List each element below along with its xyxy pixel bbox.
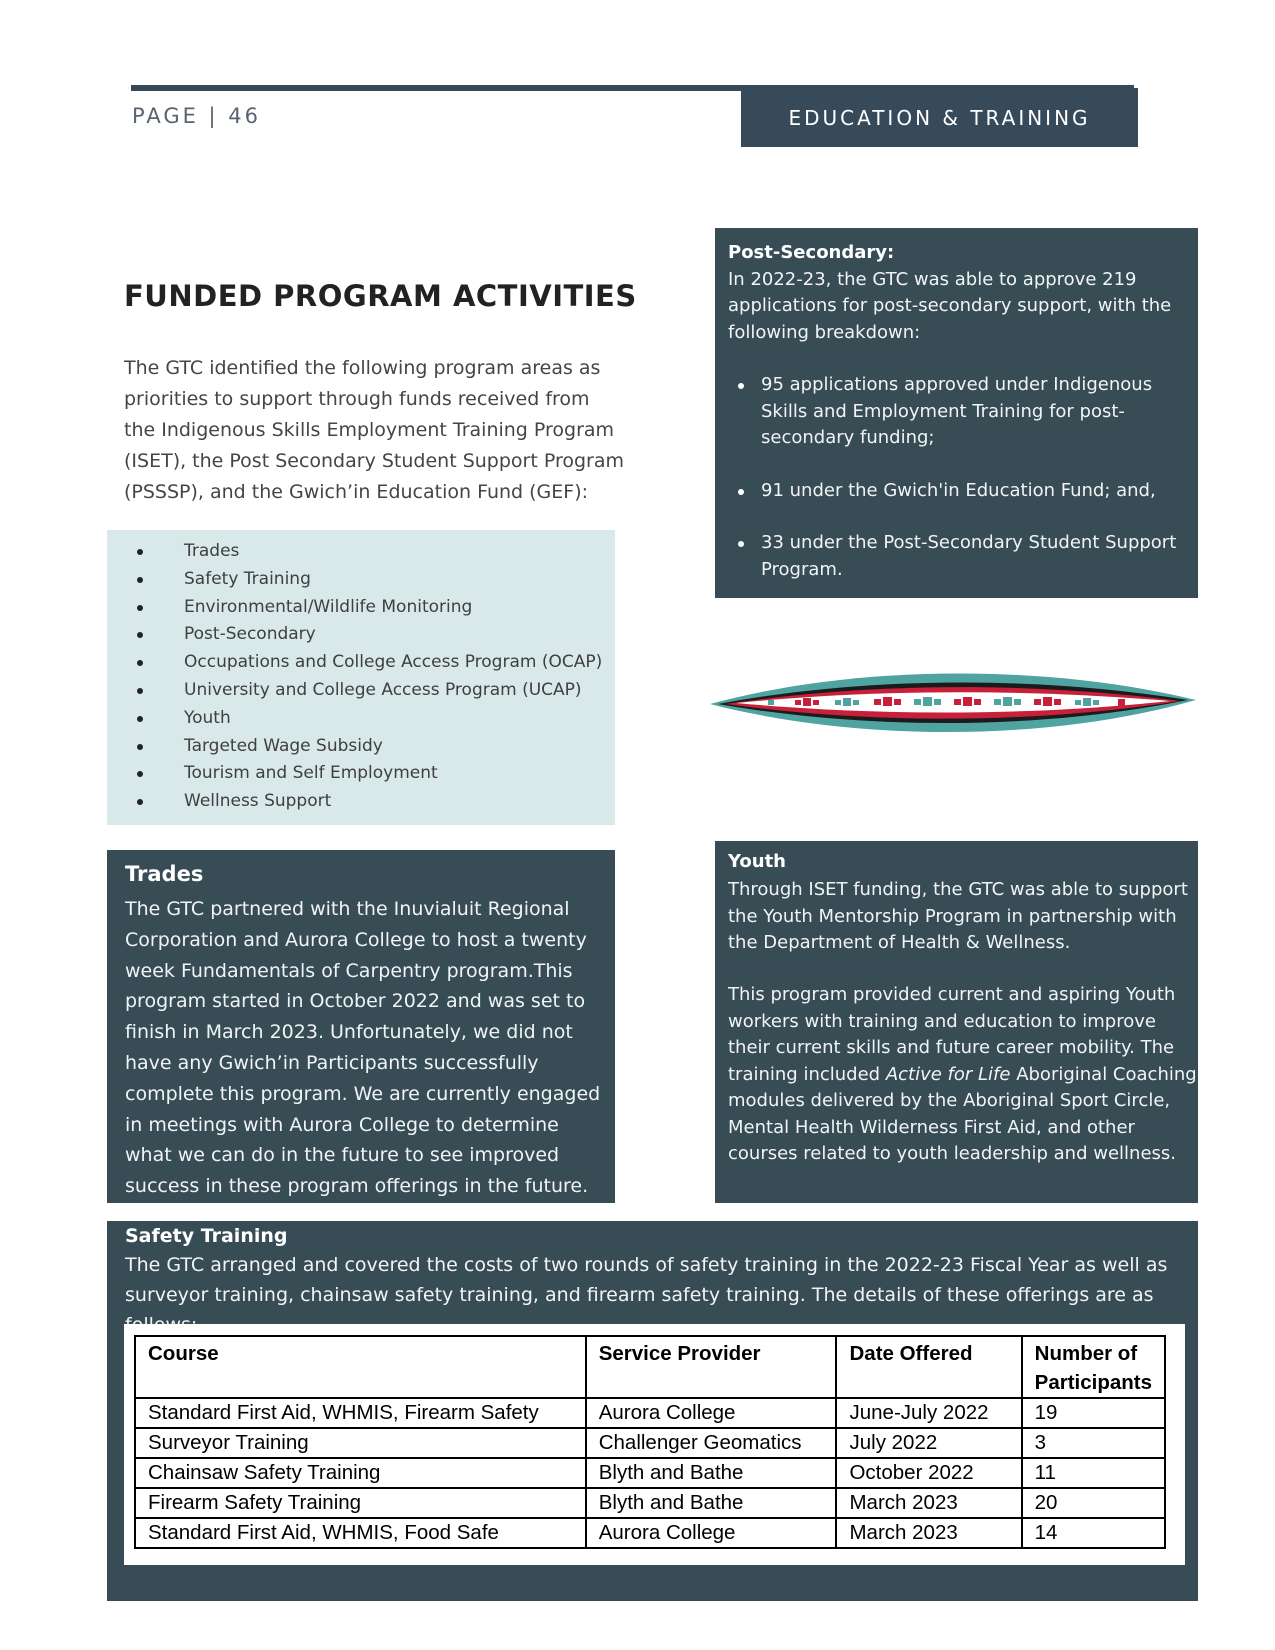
youth-text: Aboriginal Coaching modules delivered by the Aboriginal Sport Circle, Mental Health Wilderness First Aid, and other courses related to youth leadership and wellness. (728, 1063, 1197, 1164)
table-header-row (135, 1336, 1165, 1398)
post-secondary-box (715, 228, 1198, 598)
safety-body: The GTC arranged and covered the costs of two rounds of safety training in the 2022-23 Fiscal Year as well as surveyor training, chainsaw safety training, and firearm safety training. The details of these offerings are as (125, 1254, 1168, 1306)
intro-paragraph: The GTC identified the following program areas as priorities to support through funds received from the Indigenous Skills Employment Training Program (ISET), the Post Secondary Student Support Program (PSSSP), and the Gwich’in Education Fund (GEF): (124, 357, 625, 503)
trades-box (107, 850, 615, 1203)
list-item (107, 649, 615, 677)
bullet-icon (137, 660, 143, 666)
post-secondary-heading: Post-Secondary: (728, 242, 895, 263)
column-header: Number of Participants (1022, 1336, 1165, 1398)
list-item-label: Safety Training (184, 568, 311, 589)
list-item (728, 530, 1194, 583)
trades-heading: Trades (125, 862, 204, 886)
list-item-label: 91 under the Gwich'in Education Fund; and, (761, 479, 1156, 501)
section-tab (741, 88, 1138, 147)
list-item (107, 538, 615, 566)
list-item-label: 95 applications approved under Indigenous Skills and Employment Training for post-secondary funding; (761, 374, 1153, 448)
table-cell: 11 (1022, 1458, 1165, 1488)
list-item-label: Trades (184, 541, 240, 561)
bullet-icon (738, 383, 744, 389)
safety-heading: Safety Training (125, 1225, 288, 1247)
table-cell: Standard First Aid, WHMIS, Food Safe (135, 1518, 586, 1548)
list-item (728, 372, 1194, 452)
table-cell: 20 (1022, 1488, 1165, 1518)
table-cell: Chainsaw Safety Training (135, 1458, 586, 1488)
safety-table-panel (124, 1324, 1185, 1565)
list-item (107, 621, 615, 649)
bullet-icon (137, 632, 143, 638)
list-item (107, 760, 615, 788)
list-item-label: Wellness Support (184, 791, 332, 812)
table-cell: March 2023 (836, 1518, 1021, 1548)
list-item-label: Youth (184, 707, 231, 728)
list-item (728, 478, 1194, 505)
page-title: FUNDED PROGRAM ACTIVITIES (124, 279, 637, 313)
youth-heading: Youth (728, 851, 786, 872)
table-row (135, 1428, 1165, 1458)
beadwork-divider-icon (708, 664, 1198, 736)
table-cell: Challenger Geomatics (586, 1428, 837, 1458)
list-item-label: Post-Secondary (184, 624, 316, 645)
table-cell: Surveyor Training (135, 1428, 586, 1458)
column-header: Course (135, 1336, 586, 1398)
table-cell: June-July 2022 (836, 1398, 1021, 1428)
table-row (135, 1458, 1165, 1488)
table-row (135, 1488, 1165, 1518)
table-cell: 3 (1022, 1428, 1165, 1458)
column-header: Service Provider (586, 1336, 837, 1398)
program-areas-list (107, 530, 615, 816)
bullet-icon (738, 541, 744, 547)
list-item (107, 566, 615, 594)
list-item (107, 677, 615, 705)
list-item-label: Occupations and College Access Program (OCAP) (184, 652, 603, 673)
table-cell: Aurora College (586, 1518, 837, 1548)
list-item-label: Environmental/Wildlife Monitoring (184, 596, 473, 617)
bullet-icon (137, 716, 143, 722)
section-title: EDUCATION & TRAINING (788, 105, 1091, 130)
bullet-icon (137, 799, 143, 805)
list-item (107, 705, 615, 733)
post-secondary-intro: In 2022-23, the GTC was able to approve 219 applications for post-secondary support, with the following breakdown: (728, 268, 1172, 343)
table-row (135, 1398, 1165, 1428)
table-cell: Firearm Safety Training (135, 1488, 586, 1518)
safety-training-box (107, 1221, 1198, 1601)
list-item-label: Tourism and Self Employment (184, 763, 438, 784)
list-item-label: Targeted Wage Subsidy (184, 735, 383, 756)
list-item (107, 594, 615, 622)
table-cell: October 2022 (836, 1458, 1021, 1488)
program-areas-box (107, 530, 615, 825)
table-cell: Blyth and Bathe (586, 1488, 837, 1518)
table-cell: Standard First Aid, WHMIS, Firearm Safety (135, 1398, 586, 1428)
youth-box (715, 841, 1198, 1203)
bullet-icon (137, 688, 143, 694)
bullet-icon (137, 744, 143, 750)
page-number: PAGE | 46 (132, 104, 262, 128)
column-header: Date Offered (836, 1336, 1021, 1398)
table-cell: July 2022 (836, 1428, 1021, 1458)
list-item-label: 33 under the Post-Secondary Student Support Program. (761, 532, 1177, 580)
list-item-label: University and College Access Program (UCAP) (184, 679, 582, 700)
post-secondary-list (728, 372, 1194, 583)
youth-paragraph-1: Through ISET funding, the GTC was able to support the Youth Mentorship Program in partnership with the Department of Health & Wellness. (728, 879, 1188, 953)
bullet-icon (137, 771, 143, 777)
bullet-icon (738, 489, 744, 495)
table-cell: March 2023 (836, 1488, 1021, 1518)
youth-paragraph-2 (728, 982, 1200, 1168)
table-cell: 19 (1022, 1398, 1165, 1428)
table-cell: 14 (1022, 1518, 1165, 1548)
trades-body: The GTC partnered with the Inuvialuit Regional Corporation and Aurora College to host a twenty week Fundamentals of Carpentry program.This program started in October 2022 and was set to finish in March 2023. Unfortunately, we did not have any Gwich’in Participants successfully complete this program. We are currently engaged in meetings with Aurora College to determine what we can do in the future to see improved success in these program offerings in the future. (125, 898, 601, 1198)
bullet-icon (137, 605, 143, 611)
table-cell: Aurora College (586, 1398, 837, 1428)
list-item (107, 788, 615, 816)
youth-text: This program provided current and aspiring Youth workers with training and education to improve their current skills and future career mobility. The training included (728, 984, 1176, 1085)
bullet-icon (137, 577, 143, 583)
program-name: Active for Life (885, 1063, 1011, 1085)
bullet-icon (137, 549, 143, 555)
table-row (135, 1518, 1165, 1548)
safety-training-table (134, 1335, 1166, 1549)
table-cell: Blyth and Bathe (586, 1458, 837, 1488)
list-item (107, 733, 615, 761)
